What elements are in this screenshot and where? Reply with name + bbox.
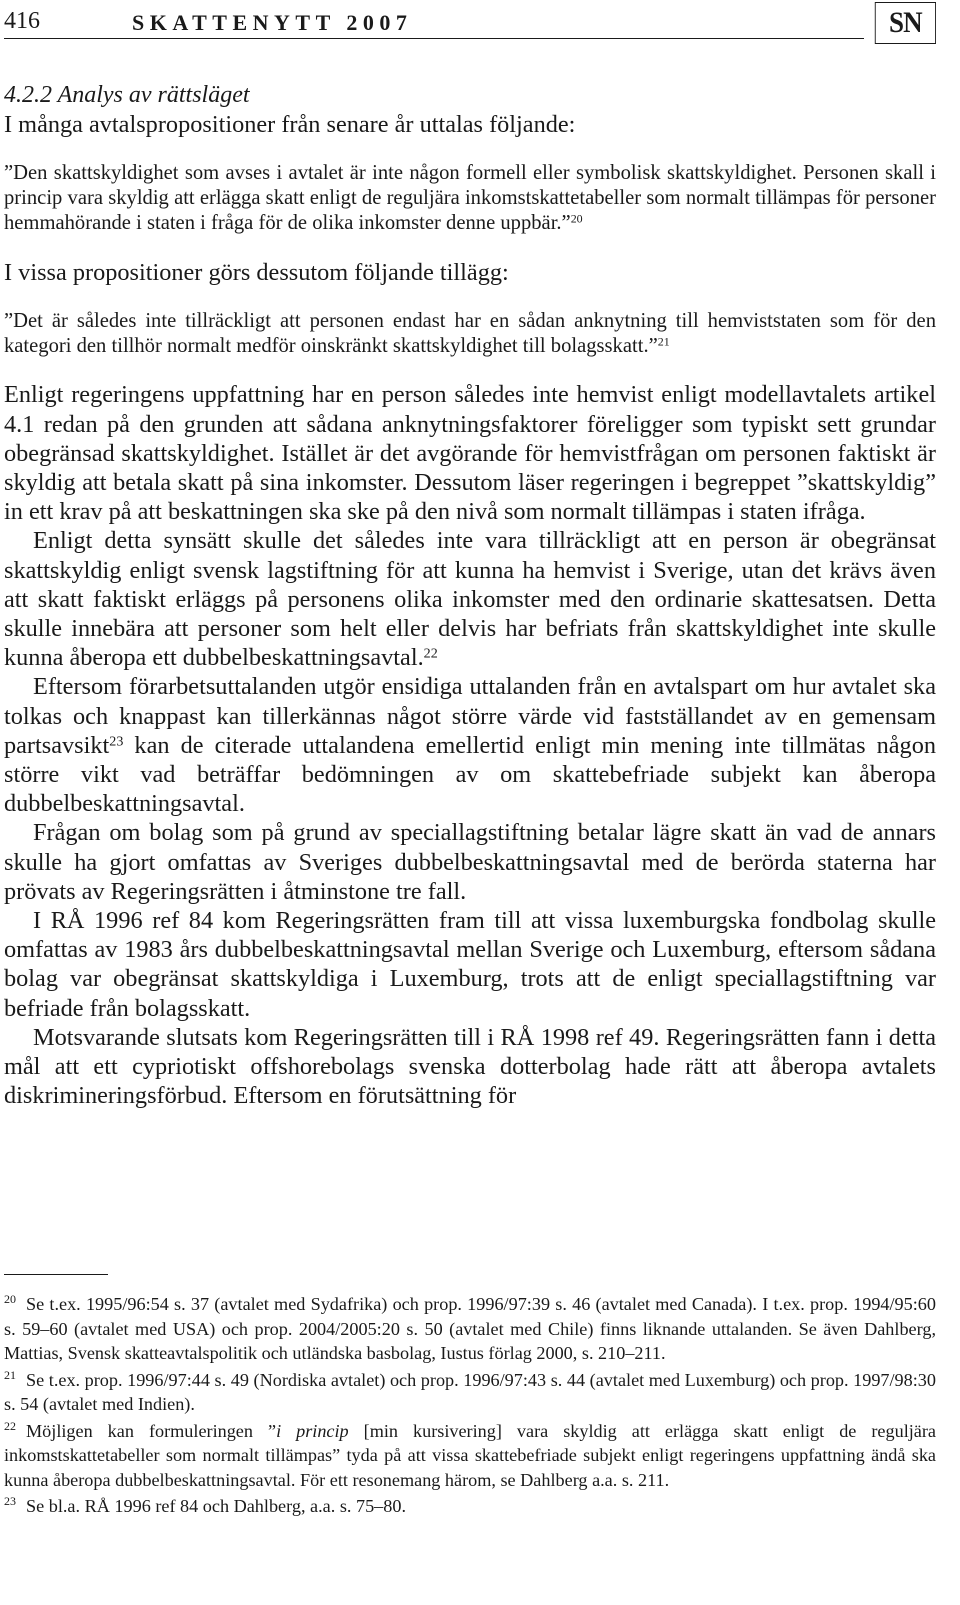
footnote-23: $^{23}$ Se bl.a. RÅ 1996 ref 84 och Dahlberg, a.a. s. 75–80. xyxy=(4,1494,407,1516)
footnote-ref-21: 21 xyxy=(657,334,670,349)
paragraph-intro-2: I vissa propositioner görs dessutom följande tillägg: xyxy=(4,258,509,286)
journal-title: SKATTENYTT 2007 xyxy=(132,10,413,35)
footnote-ref-22: 22 xyxy=(423,645,438,662)
page-number: 416 xyxy=(4,8,40,34)
paragraph-analysis-2: Enligt detta synsätt skulle det således inte vara tillräckligt att en person är obegränsat skattskyldig enligt svensk lagstiftning för att kunna ha hemvist i Sverige, utan det krävs även att skatt faktiskt erläggs på personens olika inkomster med den ordinarie skattesatsen. Detta skulle innebära att personer som helt eller delvis har befriats från skattskyldighet inte skulle kunna åberopa ett dubbelbeskattningsavtal.$^{22}$ xyxy=(4,527,936,672)
section-heading: 4.2.2 Analys av rättsläget xyxy=(4,82,250,108)
footnote-ref-20: 20 xyxy=(570,211,583,226)
paragraph-analysis-6: Motsvarande slutsats kom Regeringsrätten till i RÅ 1998 ref 49. Regeringsrätten fann i detta mål att ett cypriotiskt offshorebolags svenska dotterbolag hade rätt att åberopa avtalets diskrimineringsförbud. Eftersom en förutsättning för xyxy=(4,1023,936,1110)
article-body xyxy=(4,80,936,1110)
sn-logo: SN xyxy=(875,2,936,44)
block-quote-2: ”Det är således inte tillräckligt att personen endast har en sådan anknytning till hemviststaten som för den kategori den tillhör normalt medför oinskränkt skattskyldighet till bolagsskatt.”$^{21}$ xyxy=(4,309,936,357)
paragraph-intro-1: I många avtalspropositioner från senare år uttalas följande: xyxy=(4,111,576,138)
paragraph-analysis-5: I RÅ 1996 ref 84 kom Regeringsrätten fram till att vissa luxemburgska fondbolag skulle omfattas av 1983 års dubbelbeskattningsavtal mellan Sverige och Luxemburg, eftersom sådana bolag var obegränsat skattskyldiga i Luxemburg, trots att de enligt speciallagstiftning var befriade från bolagsskatt. xyxy=(4,907,936,1022)
footnotes xyxy=(4,1292,936,1519)
footnote-22: $^{22}$ Möjligen kan formuleringen ”i princip [min kursivering] vara skyldig att erlägga skatt enligt de reguljära inkomstskattetabeller som normalt tillämpas” tyda på att vissa skattebefriade subjekt enligt regeringens uppfattning ändå ska kunna åberopa dubbelbeskattningsavtal. För ett resonemang härom, se Dahlberg a.a. s. 211. xyxy=(4,1418,936,1490)
paragraph-analysis-1: Enligt regeringens uppfattning har en person således inte hemvist enligt modellavtalets artikel 4.1 redan på den grunden att sådana anknytningsfaktorer föreligger som typiskt sett grundar obegränsad skattskyldighet. Istället är det avgörande för hemvistfrågan om personen faktiskt är skyldig att betala skatt på sina inkomster. Dessutom läser regeringen i begreppet ”skattskyldig” in ett krav på att beskattningen ska ske på den nivå som normalt tillämpas i staten ifråga. xyxy=(4,381,936,526)
paragraph-analysis-4: Frågan om bolag som på grund av speciallagstiftning betalar lägre skatt än vad de annars skulle ha gjort omfattas av Sveriges dubbelbeskattningsavtal med de berörda staterna har prövats av Regeringsrätten i åtminstone tre fall. xyxy=(4,819,936,905)
footnote-21: $^{21}$ Se t.ex. prop. 1996/97:44 s. 49 (Nordiska avtalet) och prop. 1996/97:43 s. 44 (avtalet med Luxemburg) och prop. 1997/98:30 s. 54 (avtalet med Indien). xyxy=(4,1367,936,1414)
paragraph-analysis-3: Eftersom förarbetsuttalanden utgör ensidiga uttalanden från en avtalspart om hur avtalet ska tolkas och knappast kan tillerkännas något större värde vid fastställandet av en gemensam partsavsikt$^{23}$ kan de citerade uttalandena emellertid enligt min mening inte tillmätas någon större vikt vad beträffar bedömningen av om skattebefriade subjekt kan åberopa dubbelbeskattningsavtal. xyxy=(4,673,936,818)
page-header xyxy=(4,6,936,40)
footnote-20: $^{20}$ Se t.ex. 1995/96:54 s. 37 (avtalet med Sydafrika) och prop. 1996/97:39 s. 46 (avtalet med Canada). I t.ex. prop. 1994/95:60 s. 59–60 (avtalet med USA) och prop. 2004/2005:20 s. 50 (avtalet med Chile) finns liknande uttalanden. Se även Dahlberg, Mattias, Svensk skatteavtalspolitik och utländska basbolag, Iustus förlag 2000, s. 210–211. xyxy=(4,1292,936,1363)
header-rule xyxy=(4,38,864,39)
footnote-separator xyxy=(4,1274,108,1275)
footnote-ref-23: 23 xyxy=(109,733,124,750)
block-quote-1: ”Den skattskyldighet som avses i avtalet är inte någon formell eller symbolisk skattskyldighet. Personen skall i princip vara skyldig att erlägga skatt enligt de reguljära inkomstskattetabeller som normalt tillämpas för personer hemmahörande i staten i fråga för de olika inkomster denne uppbär.”$^{20}$ xyxy=(4,162,936,234)
